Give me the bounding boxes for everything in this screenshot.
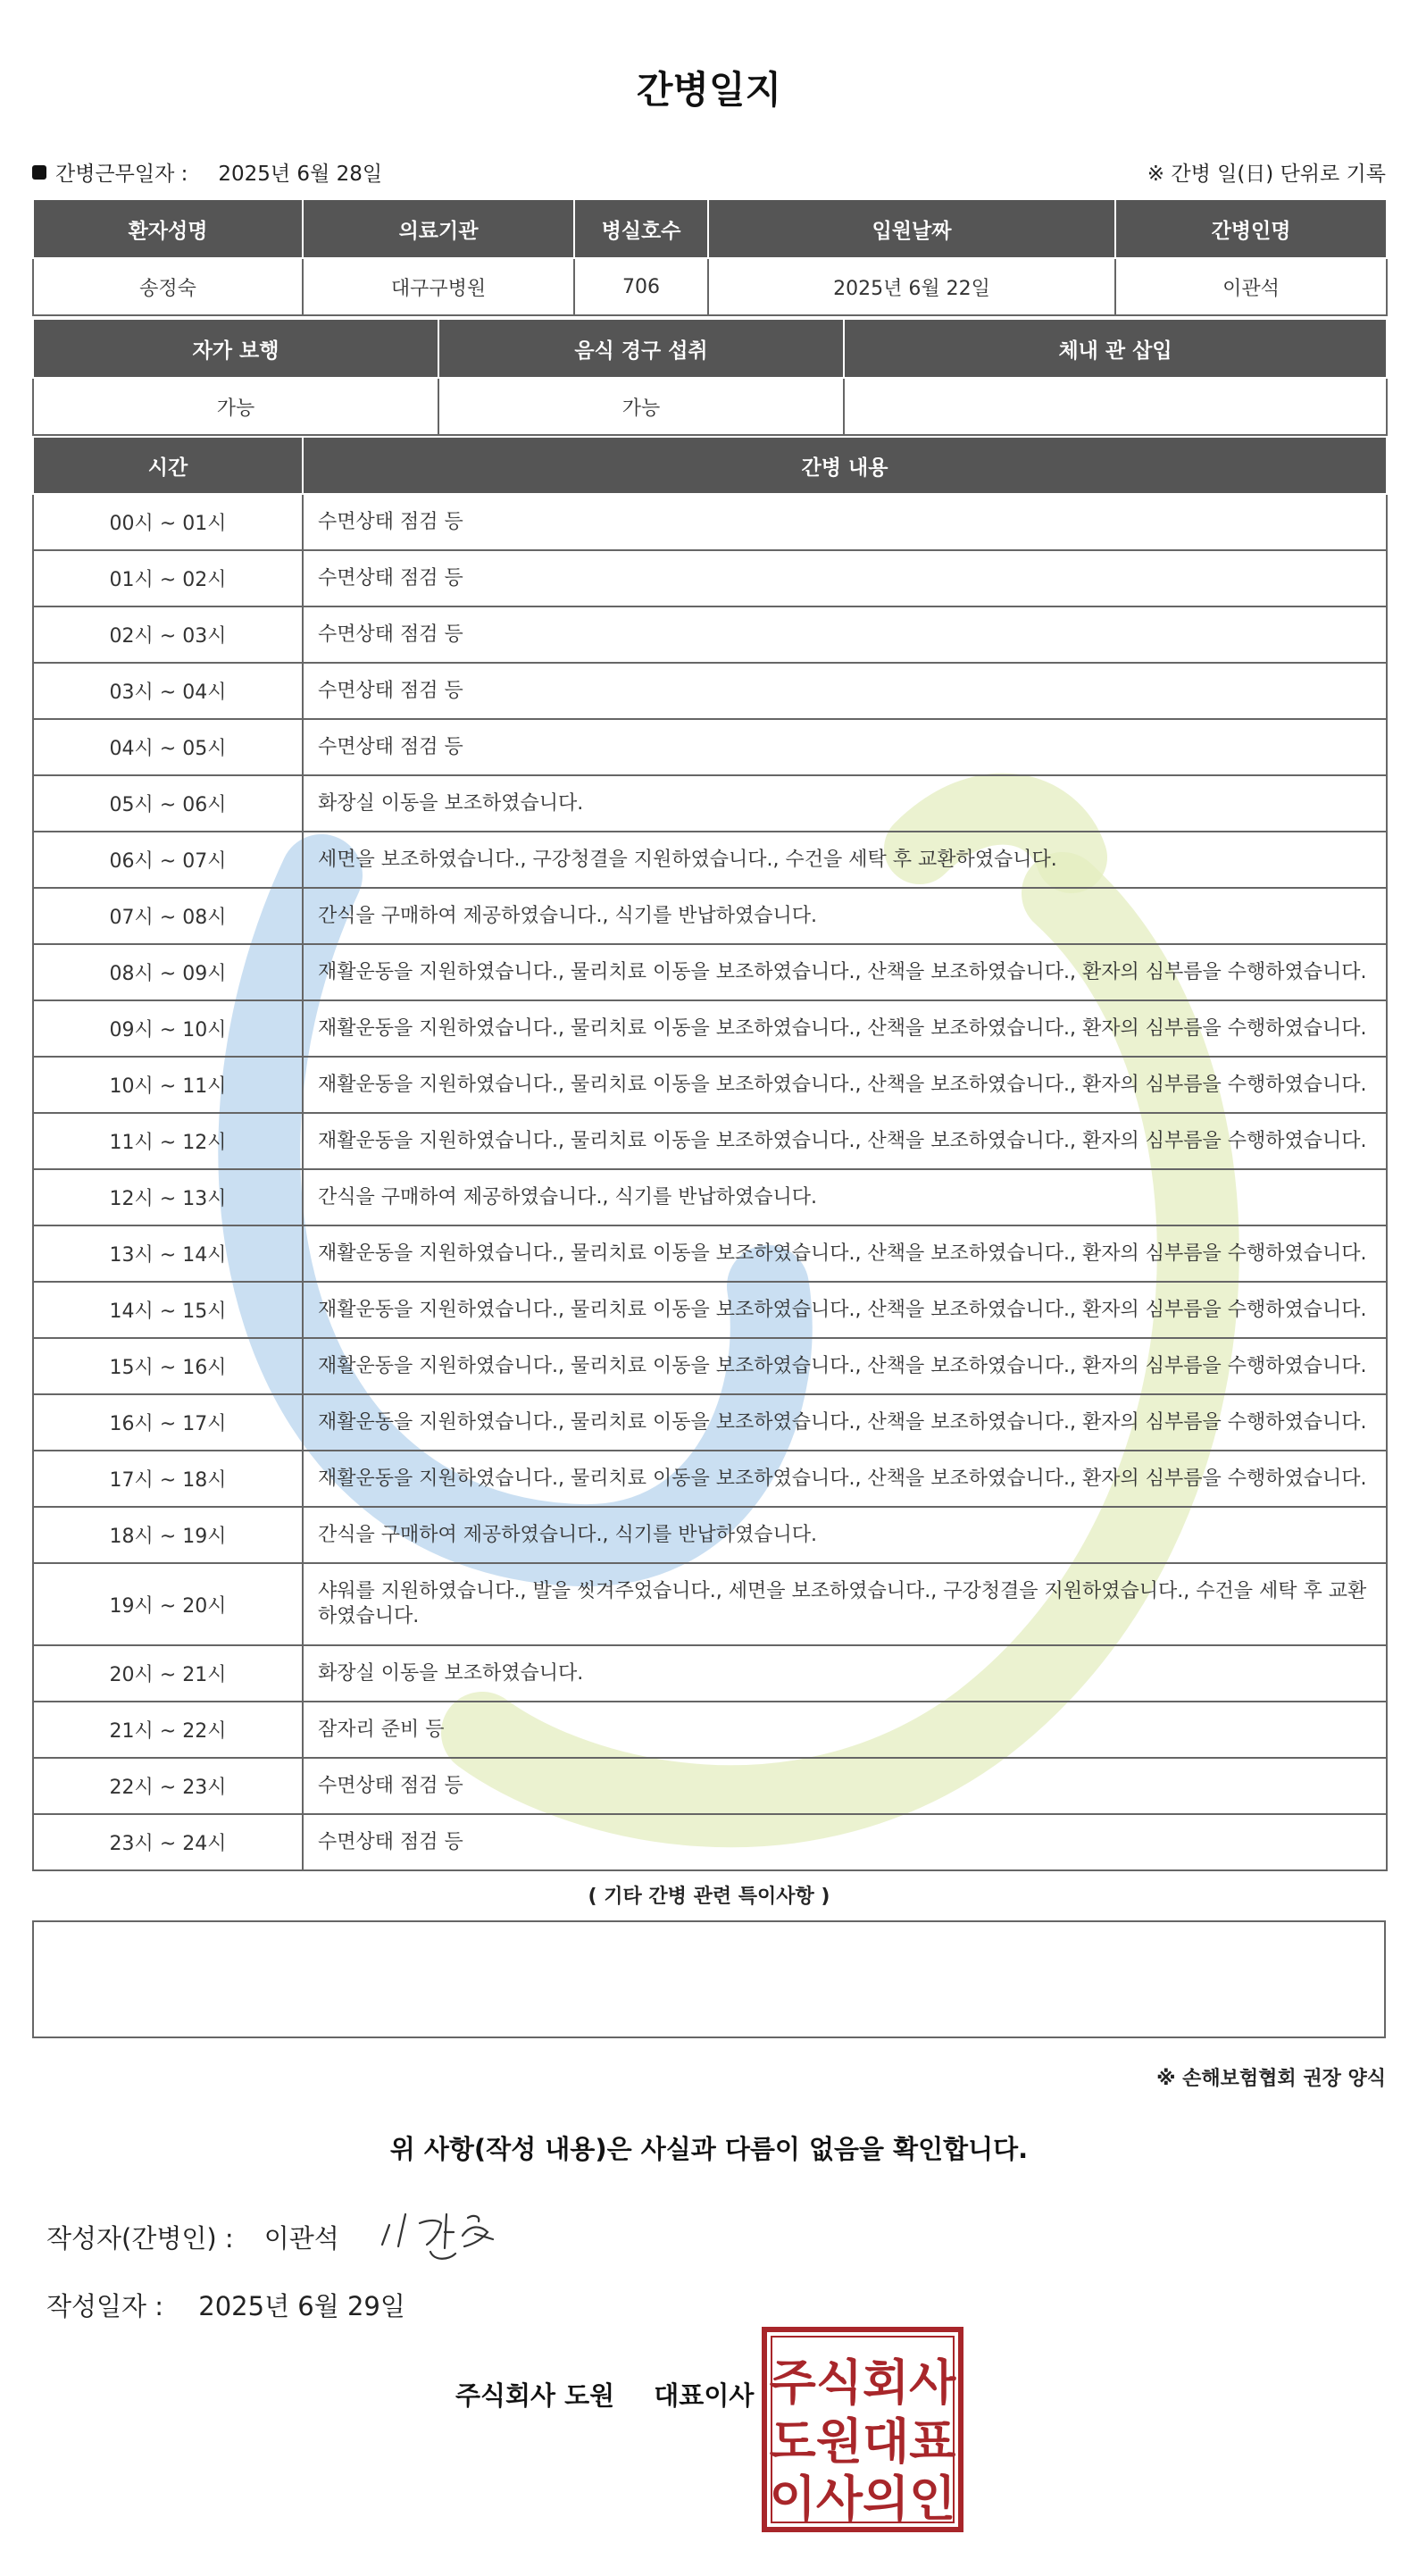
table-row — [33, 494, 1387, 550]
care-content: 재활운동을 지원하였습니다., 물리치료 이동을 보조하였습니다., 산책을 보조하였습니다., 환자의 심부름을 수행하였습니다. — [303, 1000, 1387, 1057]
seal-line-2: 도원대표 — [769, 2413, 956, 2470]
table-row — [33, 1645, 1387, 1702]
written-date-value: 2025년 6월 29일 — [198, 2291, 405, 2321]
time-slot: 10시 ~ 11시 — [33, 1057, 303, 1113]
table-row — [33, 1758, 1387, 1814]
time-slot: 21시 ~ 22시 — [33, 1702, 303, 1758]
table-row — [33, 550, 1387, 606]
header-care-content: 간병 내용 — [303, 437, 1387, 494]
time-slot: 19시 ~ 20시 — [33, 1563, 303, 1645]
table-row — [33, 888, 1387, 944]
header-self-walking: 자가 보행 — [33, 319, 438, 378]
table-row — [33, 1507, 1387, 1563]
handwritten-signature — [363, 2193, 514, 2273]
bullet-icon — [32, 165, 46, 180]
care-content: 수면상태 점검 등 — [303, 719, 1387, 775]
care-content: 재활운동을 지원하였습니다., 물리치료 이동을 보조하였습니다., 산책을 보조하였습니다., 환자의 심부름을 수행하였습니다. — [303, 1338, 1387, 1394]
seal-line-1: 주식회사 — [769, 2354, 956, 2411]
care-content: 수면상태 점검 등 — [303, 663, 1387, 719]
company-seal-stamp — [761, 2326, 964, 2533]
care-content: 간식을 구매하여 제공하였습니다., 식기를 반납하였습니다. — [303, 1169, 1387, 1225]
care-content: 재활운동을 지원하였습니다., 물리치료 이동을 보조하였습니다., 산책을 보조하였습니다., 환자의 심부름을 수행하였습니다. — [303, 1225, 1387, 1282]
time-slot: 12시 ~ 13시 — [33, 1169, 303, 1225]
tube-insertion — [844, 378, 1387, 435]
table-row — [33, 775, 1387, 832]
time-slot: 02시 ~ 03시 — [33, 606, 303, 663]
time-slot: 20시 ~ 21시 — [33, 1645, 303, 1702]
care-log-header — [33, 437, 1387, 494]
care-content: 재활운동을 지원하였습니다., 물리치료 이동을 보조하였습니다., 산책을 보조하였습니다., 환자의 심부름을 수행하였습니다. — [303, 1451, 1387, 1507]
care-content: 간식을 구매하여 제공하였습니다., 식기를 반납하였습니다. — [303, 888, 1387, 944]
time-slot: 01시 ~ 02시 — [33, 550, 303, 606]
header-time: 시간 — [33, 437, 303, 494]
header-tube-insertion: 체내 관 삽입 — [844, 319, 1387, 378]
daily-record-note: ※ 간병 일(日) 단위로 기록 — [1147, 163, 1386, 186]
table-row — [33, 1282, 1387, 1338]
writer-label: 작성자(간병인) : — [46, 2223, 234, 2254]
care-content: 수면상태 점검 등 — [303, 1758, 1387, 1814]
care-log-table — [32, 436, 1388, 1871]
hospital: 대구구병원 — [303, 258, 574, 315]
remarks-box — [32, 1920, 1386, 2038]
table-row — [33, 1394, 1387, 1451]
work-date-value: 2025년 6월 28일 — [218, 163, 383, 186]
care-content: 샤워를 지원하였습니다., 발을 씻겨주었습니다., 세면을 보조하였습니다., 구강청결을 지원하였습니다., 수건을 세탁 후 교환하였습니다. — [303, 1563, 1387, 1645]
care-content: 수면상태 점검 등 — [303, 606, 1387, 663]
room-number: 706 — [574, 258, 708, 315]
admission-date: 2025년 6월 22일 — [708, 258, 1115, 315]
time-slot: 09시 ~ 10시 — [33, 1000, 303, 1057]
representative-title: 대표이사 — [654, 2380, 755, 2411]
work-date — [32, 157, 382, 187]
time-slot: 06시 ~ 07시 — [33, 832, 303, 888]
care-content: 재활운동을 지원하였습니다., 물리치료 이동을 보조하였습니다., 산책을 보조하였습니다., 환자의 심부름을 수행하였습니다. — [303, 1282, 1387, 1338]
table-row — [33, 1563, 1387, 1645]
header-patient-name: 환자성명 — [33, 199, 303, 258]
patient-info-table — [32, 198, 1388, 316]
time-slot: 17시 ~ 18시 — [33, 1451, 303, 1507]
table-row — [33, 1000, 1387, 1057]
time-slot: 16시 ~ 17시 — [33, 1394, 303, 1451]
patient-info-values — [33, 258, 1387, 315]
table-row — [33, 1338, 1387, 1394]
oral-intake: 가능 — [438, 378, 844, 435]
care-content: 재활운동을 지원하였습니다., 물리치료 이동을 보조하였습니다., 산책을 보조하였습니다., 환자의 심부름을 수행하였습니다. — [303, 1394, 1387, 1451]
care-content: 수면상태 점검 등 — [303, 550, 1387, 606]
care-content: 수면상태 점검 등 — [303, 494, 1387, 550]
work-date-label: 간병근무일자 : — [55, 163, 188, 186]
table-row — [33, 1814, 1387, 1870]
caregiver-name: 이관석 — [1115, 258, 1387, 315]
table-row — [33, 832, 1387, 888]
company-signature-line — [455, 2376, 754, 2413]
writer-name: 이관석 — [263, 2223, 339, 2254]
table-row — [33, 719, 1387, 775]
time-slot: 07시 ~ 08시 — [33, 888, 303, 944]
written-date-label: 작성일자 : — [46, 2291, 164, 2321]
company-name: 주식회사 도원 — [455, 2380, 615, 2411]
table-row — [33, 606, 1387, 663]
time-slot: 15시 ~ 16시 — [33, 1338, 303, 1394]
header-admission-date: 입원날짜 — [708, 199, 1115, 258]
header-room: 병실호수 — [574, 199, 708, 258]
care-content: 잠자리 준비 등 — [303, 1702, 1387, 1758]
table-row — [33, 1702, 1387, 1758]
header-oral-intake: 음식 경구 섭취 — [438, 319, 844, 378]
time-slot: 08시 ~ 09시 — [33, 944, 303, 1000]
table-row — [33, 1113, 1387, 1169]
table-row — [33, 1057, 1387, 1113]
meta-row — [32, 157, 1386, 188]
header-hospital: 의료기관 — [303, 199, 574, 258]
insurance-note: ※ 손해보험협회 권장 양식 — [1156, 2068, 1386, 2090]
table-row — [33, 1451, 1387, 1507]
page-title: 간병일지 — [636, 68, 782, 112]
header-caregiver-name: 간병인명 — [1115, 199, 1387, 258]
care-content: 간식을 구매하여 제공하였습니다., 식기를 반납하였습니다. — [303, 1507, 1387, 1563]
time-slot: 00시 ~ 01시 — [33, 494, 303, 550]
written-date-row — [46, 2287, 405, 2323]
care-content: 재활운동을 지원하였습니다., 물리치료 이동을 보조하였습니다., 산책을 보조하였습니다., 환자의 심부름을 수행하였습니다. — [303, 1113, 1387, 1169]
time-slot: 22시 ~ 23시 — [33, 1758, 303, 1814]
table-row — [33, 1225, 1387, 1282]
time-slot: 03시 ~ 04시 — [33, 663, 303, 719]
care-content: 재활운동을 지원하였습니다., 물리치료 이동을 보조하였습니다., 산책을 보조하였습니다., 환자의 심부름을 수행하였습니다. — [303, 1057, 1387, 1113]
time-slot: 23시 ~ 24시 — [33, 1814, 303, 1870]
time-slot: 04시 ~ 05시 — [33, 719, 303, 775]
time-slot: 05시 ~ 06시 — [33, 775, 303, 832]
care-content: 화장실 이동을 보조하였습니다. — [303, 775, 1387, 832]
condition-values — [33, 378, 1387, 435]
condition-table — [32, 318, 1388, 436]
condition-header — [33, 319, 1387, 378]
time-slot: 11시 ~ 12시 — [33, 1113, 303, 1169]
self-walking: 가능 — [33, 378, 438, 435]
time-slot: 14시 ~ 15시 — [33, 1282, 303, 1338]
patient-info-header — [33, 199, 1387, 258]
table-row — [33, 944, 1387, 1000]
patient-name: 송정숙 — [33, 258, 303, 315]
remarks-title: ( 기타 간병 관련 특이사항 ) — [588, 1886, 830, 1908]
care-content: 재활운동을 지원하였습니다., 물리치료 이동을 보조하였습니다., 산책을 보조하였습니다., 환자의 심부름을 수행하였습니다. — [303, 944, 1387, 1000]
time-slot: 13시 ~ 14시 — [33, 1225, 303, 1282]
care-content: 수면상태 점검 등 — [303, 1814, 1387, 1870]
writer-row — [46, 2219, 339, 2255]
table-row — [33, 1169, 1387, 1225]
care-content: 세면을 보조하였습니다., 구강청결을 지원하였습니다., 수건을 세탁 후 교환하였습니다. — [303, 832, 1387, 888]
time-slot: 18시 ~ 19시 — [33, 1507, 303, 1563]
care-content: 화장실 이동을 보조하였습니다. — [303, 1645, 1387, 1702]
table-row — [33, 663, 1387, 719]
seal-line-3: 이사의인 — [769, 2471, 956, 2527]
confirmation-statement: 위 사항(작성 내용)은 사실과 다름이 없음을 확인합니다. — [389, 2134, 1029, 2164]
